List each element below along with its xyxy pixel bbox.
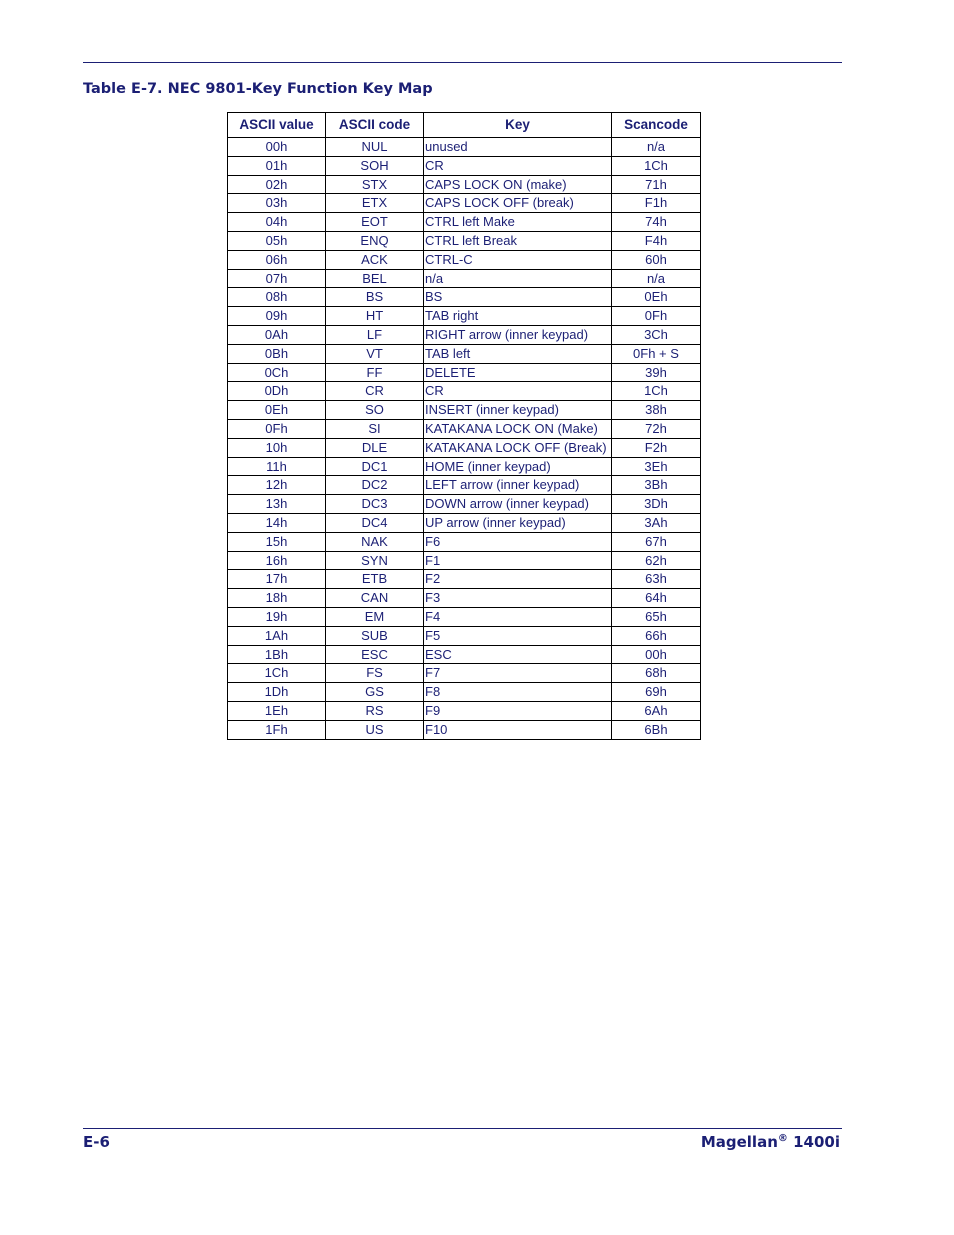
key-cell: F2 [424, 570, 612, 589]
scancode-cell: 60h [612, 250, 701, 269]
table-row [228, 701, 701, 720]
key-cell: BS [424, 288, 612, 307]
table-row [228, 570, 701, 589]
table-row [228, 513, 701, 532]
key-cell: UP arrow (inner keypad) [424, 513, 612, 532]
key-cell: unused [424, 138, 612, 157]
product-name: Magellan [700, 1133, 778, 1151]
table-row [228, 720, 701, 739]
ascii-code-cell: EOT [326, 213, 424, 232]
ascii-value-cell: 15h [228, 532, 326, 551]
ascii-value-cell: 00h [228, 138, 326, 157]
key-cell: F7 [424, 664, 612, 683]
ascii-value-cell: 1Ch [228, 664, 326, 683]
table-row [228, 382, 701, 401]
ascii-code-cell: ESC [326, 645, 424, 664]
ascii-value-cell: 0Dh [228, 382, 326, 401]
ascii-value-cell: 1Ah [228, 626, 326, 645]
table-row [228, 401, 701, 420]
key-cell: KATAKANA LOCK ON (Make) [424, 419, 612, 438]
ascii-value-cell: 03h [228, 194, 326, 213]
ascii-code-cell: ETB [326, 570, 424, 589]
ascii-code-cell: STX [326, 175, 424, 194]
table-row [228, 344, 701, 363]
table-caption: Table E-7. NEC 9801-Key Function Key Map [83, 81, 433, 97]
scancode-cell: 0Eh [612, 288, 701, 307]
ascii-value-cell: 1Dh [228, 683, 326, 702]
ascii-code-cell: ETX [326, 194, 424, 213]
ascii-value-cell: 01h [228, 156, 326, 175]
scancode-cell: F1h [612, 194, 701, 213]
ascii-code-cell: DC4 [326, 513, 424, 532]
key-cell: KATAKANA LOCK OFF (Break) [424, 438, 612, 457]
scancode-cell: 71h [612, 175, 701, 194]
ascii-code-cell: GS [326, 683, 424, 702]
table-row [228, 231, 701, 250]
ascii-value-cell: 04h [228, 213, 326, 232]
scancode-cell: F2h [612, 438, 701, 457]
header-rule [83, 62, 842, 63]
scancode-cell: 66h [612, 626, 701, 645]
key-cell: TAB left [424, 344, 612, 363]
table-body [228, 138, 701, 740]
key-cell: F10 [424, 720, 612, 739]
ascii-code-cell: DC1 [326, 457, 424, 476]
key-cell: CR [424, 156, 612, 175]
product-model: 1400i [787, 1133, 840, 1151]
ascii-value-cell: 13h [228, 495, 326, 514]
table-row [228, 156, 701, 175]
scancode-cell: 6Bh [612, 720, 701, 739]
table-row [228, 194, 701, 213]
scancode-cell: 0Fh + S [612, 344, 701, 363]
key-cell: CAPS LOCK ON (make) [424, 175, 612, 194]
scancode-cell: 00h [612, 645, 701, 664]
scancode-cell: 65h [612, 607, 701, 626]
table-header-row [228, 113, 701, 138]
ascii-value-cell: 07h [228, 269, 326, 288]
scancode-cell: 63h [612, 570, 701, 589]
ascii-code-cell: LF [326, 325, 424, 344]
scancode-cell: 38h [612, 401, 701, 420]
ascii-code-cell: VT [326, 344, 424, 363]
key-cell: F5 [424, 626, 612, 645]
ascii-value-cell: 12h [228, 476, 326, 495]
ascii-value-cell: 14h [228, 513, 326, 532]
table-row [228, 288, 701, 307]
ascii-value-cell: 17h [228, 570, 326, 589]
ascii-code-cell: BS [326, 288, 424, 307]
key-cell: RIGHT arrow (inner keypad) [424, 325, 612, 344]
table-row [228, 213, 701, 232]
key-cell: F4 [424, 607, 612, 626]
column-header-ascii-code: ASCII code [326, 113, 424, 138]
key-cell: INSERT (inner keypad) [424, 401, 612, 420]
ascii-value-cell: 0Fh [228, 419, 326, 438]
ascii-value-cell: 09h [228, 307, 326, 326]
ascii-code-cell: SOH [326, 156, 424, 175]
scancode-cell: 69h [612, 683, 701, 702]
scancode-cell: 64h [612, 589, 701, 608]
ascii-code-cell: RS [326, 701, 424, 720]
scancode-cell: 39h [612, 363, 701, 382]
ascii-code-cell: DLE [326, 438, 424, 457]
table-row [228, 138, 701, 157]
scancode-cell: 0Fh [612, 307, 701, 326]
table-row [228, 307, 701, 326]
table-row [228, 250, 701, 269]
ascii-code-cell: FS [326, 664, 424, 683]
key-cell: TAB right [424, 307, 612, 326]
key-cell: F1 [424, 551, 612, 570]
column-header-key: Key [424, 113, 612, 138]
key-cell: DOWN arrow (inner keypad) [424, 495, 612, 514]
ascii-value-cell: 11h [228, 457, 326, 476]
ascii-code-cell: SYN [326, 551, 424, 570]
table-row [228, 457, 701, 476]
scancode-cell: 3Eh [612, 457, 701, 476]
ascii-code-cell: FF [326, 363, 424, 382]
ascii-code-cell: CAN [326, 589, 424, 608]
ascii-value-cell: 10h [228, 438, 326, 457]
table-row [228, 664, 701, 683]
ascii-value-cell: 1Eh [228, 701, 326, 720]
scancode-cell: 1Ch [612, 382, 701, 401]
key-cell: CTRL-C [424, 250, 612, 269]
table-row [228, 419, 701, 438]
ascii-code-cell: ENQ [326, 231, 424, 250]
ascii-code-cell: CR [326, 382, 424, 401]
table-row [228, 551, 701, 570]
ascii-value-cell: 08h [228, 288, 326, 307]
scancode-cell: 3Ch [612, 325, 701, 344]
ascii-code-cell: DC2 [326, 476, 424, 495]
ascii-value-cell: 0Bh [228, 344, 326, 363]
ascii-code-cell: NAK [326, 532, 424, 551]
key-cell: n/a [424, 269, 612, 288]
key-cell: LEFT arrow (inner keypad) [424, 476, 612, 495]
ascii-value-cell: 0Ch [228, 363, 326, 382]
ascii-value-cell: 19h [228, 607, 326, 626]
scancode-cell: 1Ch [612, 156, 701, 175]
ascii-code-cell: US [326, 720, 424, 739]
key-cell: CTRL left Break [424, 231, 612, 250]
table-row [228, 363, 701, 382]
ascii-code-cell: HT [326, 307, 424, 326]
ascii-value-cell: 05h [228, 231, 326, 250]
column-header-ascii-value: ASCII value [228, 113, 326, 138]
table-row [228, 645, 701, 664]
scancode-cell: 3Bh [612, 476, 701, 495]
ascii-value-cell: 18h [228, 589, 326, 608]
table-row [228, 532, 701, 551]
ascii-code-cell: NUL [326, 138, 424, 157]
ascii-value-cell: 06h [228, 250, 326, 269]
ascii-code-cell: BEL [326, 269, 424, 288]
table-row [228, 683, 701, 702]
key-cell: F6 [424, 532, 612, 551]
key-cell: CR [424, 382, 612, 401]
table-row [228, 175, 701, 194]
scancode-cell: F4h [612, 231, 701, 250]
key-cell: CAPS LOCK OFF (break) [424, 194, 612, 213]
ascii-value-cell: 16h [228, 551, 326, 570]
ascii-value-cell: 1Bh [228, 645, 326, 664]
ascii-value-cell: 1Fh [228, 720, 326, 739]
key-cell: CTRL left Make [424, 213, 612, 232]
table-row [228, 589, 701, 608]
scancode-cell: n/a [612, 269, 701, 288]
table-row [228, 269, 701, 288]
ascii-value-cell: 0Eh [228, 401, 326, 420]
column-header-scancode: Scancode [612, 113, 701, 138]
footer-rule [83, 1128, 842, 1129]
footer-product [701, 1133, 840, 1151]
page-number: E-6 [83, 1133, 110, 1151]
table-row [228, 495, 701, 514]
key-cell: F9 [424, 701, 612, 720]
ascii-code-cell: SI [326, 419, 424, 438]
ascii-code-cell: EM [326, 607, 424, 626]
scancode-cell: 3Ah [612, 513, 701, 532]
key-cell: ESC [424, 645, 612, 664]
table-row [228, 438, 701, 457]
ascii-value-cell: 0Ah [228, 325, 326, 344]
ascii-value-cell: 02h [228, 175, 326, 194]
ascii-code-cell: SO [326, 401, 424, 420]
scancode-cell: 72h [612, 419, 701, 438]
scancode-cell: 67h [612, 532, 701, 551]
ascii-code-cell: ACK [326, 250, 424, 269]
table-row [228, 607, 701, 626]
scancode-cell: 74h [612, 213, 701, 232]
scancode-cell: 68h [612, 664, 701, 683]
key-cell: F8 [424, 683, 612, 702]
key-cell: DELETE [424, 363, 612, 382]
ascii-code-cell: DC3 [326, 495, 424, 514]
key-cell: F3 [424, 589, 612, 608]
scancode-cell: 3Dh [612, 495, 701, 514]
key-cell: HOME (inner keypad) [424, 457, 612, 476]
key-map-table [227, 112, 701, 740]
ascii-code-cell: SUB [326, 626, 424, 645]
scancode-cell: 62h [612, 551, 701, 570]
scancode-cell: n/a [612, 138, 701, 157]
scancode-cell: 6Ah [612, 701, 701, 720]
table-row [228, 325, 701, 344]
table-row [228, 626, 701, 645]
table-row [228, 476, 701, 495]
trademark-symbol: ® [777, 1133, 788, 1144]
